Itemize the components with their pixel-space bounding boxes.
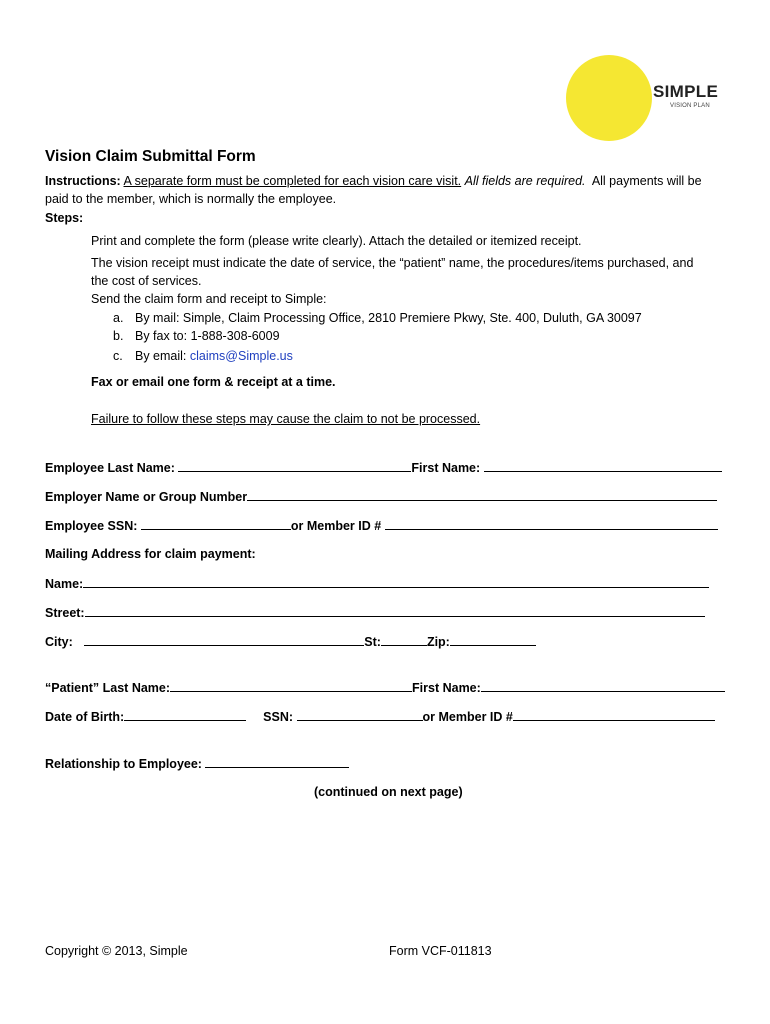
patient-last-name-field[interactable] bbox=[170, 680, 412, 692]
option-fax-label: b. bbox=[113, 329, 124, 343]
page-title: Vision Claim Submittal Form bbox=[45, 148, 256, 165]
zip-field[interactable] bbox=[450, 634, 536, 646]
instructions-italic: All fields are required. bbox=[464, 174, 586, 188]
continued-note: (continued on next page) bbox=[314, 785, 463, 799]
street-field[interactable] bbox=[85, 605, 705, 617]
step-2-line-1: The vision receipt must indicate the date of service, the “patient” name, the procedures/items purchased, and bbox=[91, 256, 694, 270]
fax-note: Fax or email one form & receipt at a time. bbox=[91, 375, 336, 389]
state-field[interactable] bbox=[381, 634, 427, 646]
option-mail-label: a. bbox=[113, 311, 124, 325]
relationship-field[interactable] bbox=[205, 756, 349, 768]
option-fax-text: By fax to: 1-888-308-6009 bbox=[135, 329, 280, 343]
street-label: Street: bbox=[45, 606, 85, 620]
member-id-field[interactable] bbox=[385, 518, 718, 530]
relationship-row bbox=[45, 756, 349, 771]
step-1: Print and complete the form (please write clearly). Attach the detailed or itemized receipt. bbox=[91, 234, 582, 248]
city-row bbox=[45, 634, 536, 649]
dob-field[interactable] bbox=[124, 709, 246, 721]
instructions-underlined: A separate form must be completed for each vision care visit. bbox=[123, 174, 462, 188]
patient-member-id-label: or Member ID # bbox=[422, 710, 513, 724]
steps-label: Steps: bbox=[45, 211, 84, 225]
employee-first-name-label: First Name: bbox=[411, 461, 481, 475]
patient-name-row bbox=[45, 680, 725, 695]
patient-ssn-label: SSN: bbox=[263, 710, 294, 724]
employee-first-name-field[interactable] bbox=[484, 460, 722, 472]
mailing-address-label: Mailing Address for claim payment: bbox=[45, 547, 256, 561]
name-label: Name: bbox=[45, 577, 84, 591]
patient-ssn-field[interactable] bbox=[297, 709, 423, 721]
copyright: Copyright © 2013, Simple bbox=[45, 944, 188, 958]
instructions-rest: All payments will be bbox=[591, 174, 702, 188]
employer-name-field[interactable] bbox=[247, 489, 717, 501]
employee-name-row bbox=[45, 460, 722, 475]
instructions-label: Instructions: bbox=[45, 174, 121, 188]
instructions-paragraph bbox=[45, 172, 725, 208]
employee-last-name-label: Employee Last Name: bbox=[45, 461, 175, 475]
instructions-rest-2: paid to the member, which is normally the employee. bbox=[45, 192, 337, 206]
form-id: Form VCF-011813 bbox=[389, 944, 492, 958]
relationship-label: Relationship to Employee: bbox=[45, 757, 202, 771]
ssn-row bbox=[45, 518, 718, 533]
employee-ssn-label: Employee SSN: bbox=[45, 519, 138, 533]
option-email-text: By email: bbox=[135, 349, 190, 363]
option-fax bbox=[113, 327, 280, 345]
employee-ssn-field[interactable] bbox=[141, 518, 291, 530]
email-link[interactable]: claims@Simple.us bbox=[189, 349, 293, 363]
member-id-label: or Member ID # bbox=[290, 519, 382, 533]
failure-note: Failure to follow these steps may cause the claim to not be processed. bbox=[91, 412, 481, 426]
option-email-label: c. bbox=[113, 349, 123, 363]
step-2-line-2: the cost of services. bbox=[91, 274, 202, 288]
street-row bbox=[45, 605, 705, 620]
employer-name-label: Employer Name or Group Number bbox=[45, 490, 248, 504]
city-field[interactable] bbox=[84, 634, 364, 646]
logo-tagline: VISION PLAN bbox=[670, 103, 710, 109]
logo-circle bbox=[566, 55, 652, 141]
option-mail-text: By mail: Simple, Claim Processing Office, 2810 Premiere Pkwy, Ste. 400, Duluth, GA 30097 bbox=[135, 311, 642, 325]
step-3: Send the claim form and receipt to Simple: bbox=[91, 292, 327, 306]
option-email bbox=[113, 347, 293, 365]
employer-row bbox=[45, 489, 717, 504]
name-field[interactable] bbox=[83, 576, 709, 588]
patient-first-name-field[interactable] bbox=[481, 680, 725, 692]
option-mail bbox=[113, 309, 642, 327]
employee-last-name-field[interactable] bbox=[178, 460, 411, 472]
patient-last-name-label: “Patient” Last Name: bbox=[45, 681, 171, 695]
step-2 bbox=[91, 254, 721, 290]
name-row bbox=[45, 576, 709, 591]
logo-wordmark: SIMPLE bbox=[653, 82, 719, 101]
patient-dob-row bbox=[45, 709, 715, 724]
state-label: St: bbox=[364, 635, 381, 649]
city-label: City: bbox=[45, 635, 73, 649]
dob-label: Date of Birth: bbox=[45, 710, 125, 724]
patient-member-id-field[interactable] bbox=[513, 709, 715, 721]
zip-label: Zip: bbox=[426, 635, 450, 649]
patient-first-name-label: First Name: bbox=[412, 681, 481, 695]
